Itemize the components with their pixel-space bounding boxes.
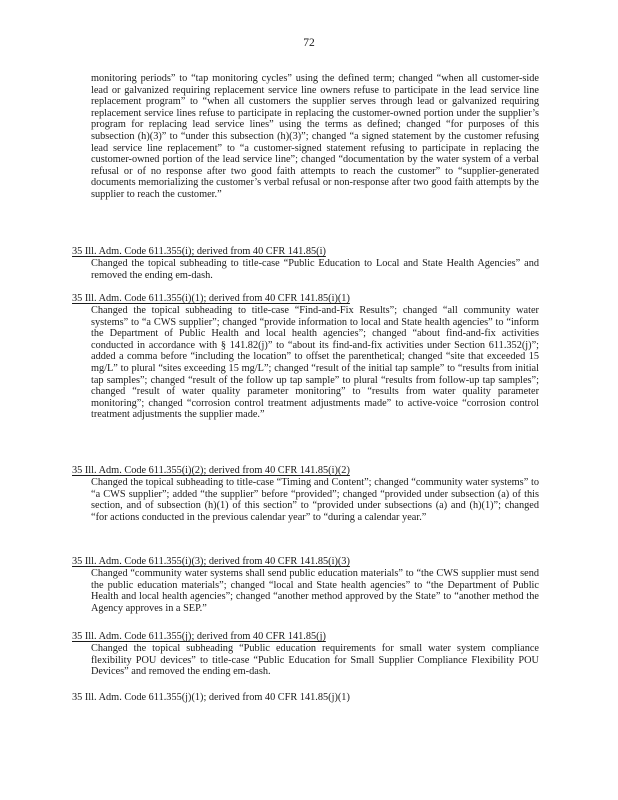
section-citation: 35 Ill. Adm. Code 611.355(i); derived from 40 CFR 141.85(i)	[72, 246, 326, 257]
intro-paragraph	[91, 73, 539, 201]
section-amendment-text: Changed “community water systems shall send public education materials” to “the CWS supplier must send the public education materials”; changed “local and State health agencies” to “the Department of Public Health and local health agencies”; changed “another method approved by the State” to “another method the Agency approves in a SEP.”	[91, 568, 539, 614]
section-3	[72, 465, 542, 523]
section-citation: 35 Ill. Adm. Code 611.355(i)(3); derived from 40 CFR 141.85(i)(3)	[72, 556, 350, 567]
page-number: 72	[303, 37, 315, 49]
section-citation: 35 Ill. Adm. Code 611.355(i)(1); derived from 40 CFR 141.85(i)(1)	[72, 293, 350, 304]
section-amendment-text: Changed the topical subheading to title-case “Find-and-Fix Results”; changed “all community water systems” to “a CWS supplier”; changed “provide information to local and State health agencies” to “inform the Department of Public Health and local health agencies”; changed “about find-and-fix activities conducted in accordance with § 141.82(j)” to “about its find-and-fix activities under Section 611.352(j)”; added a comma before “including the location” to offset the parenthetical; changed “site that exceeded 15 mg/L” to plural “sites exceeding 15 mg/L”; changed “result of the initial tap sample” to “results from initial tap samples”; changed “result of the follow up tap sample” to plural “results from follow-up tap samples”; changed “result of water quality parameter monitoring” to “results from water quality parameter monitoring”; changed “corrosion control treatment adjustments made” to active-voice “corrosion control treatment adjustments the supplier made.”	[91, 305, 539, 421]
intro-text: monitoring periods” to “tap monitoring cycles” using the defined term; changed “when all customer-side lead or galvanized requiring replacement service line owners refuse to participate in the lead service line replacement program” to “when all customers the supplier serves through lead or galvanized requiring replacement service lines refuse to participate in replacing the customer-owned portion under the supplier’s program for replacing lead service lines” using the terms as defined; changed “for purposes of this subsection (h)(3)” to “under this subsection (h)(3)”; changed “a signed statement by the customer refusing lead service line replacement” to “a customer-signed statement refusing to participate in replacing the customer-owned portion of the lead service line”; changed “documentation by the water system of a verbal refusal or of no response after two good faith attempts to reach the customer” to “supplier-generated documents memorializing the customer’s verbal refusal or non-response after two good faith attempts by the supplier to reach the customer.”	[91, 73, 539, 200]
section-4	[72, 556, 542, 614]
section-citation: 35 Ill. Adm. Code 611.355(i)(2); derived from 40 CFR 141.85(i)(2)	[72, 465, 350, 476]
section-1	[72, 246, 542, 281]
section-amendment-text: Changed the topical subheading to title-case “Public Education to Local and State Health Agencies” and removed the ending em-dash.	[91, 258, 539, 281]
section-amendment-text: Changed the topical subheading to title-case “Timing and Content”; changed “community water systems” to “a CWS supplier”; added “the supplier” before “provided”; changed “provided under subsection (a) of this section, and of subsection (h)(1) of this section” to “provided under subsections (a) and (h)(1)”; changed “for actions conducted in the previous calendar year” to “during a calendar year.”	[91, 477, 539, 523]
section-5	[72, 631, 542, 678]
section-citation: 35 Ill. Adm. Code 611.355(j); derived from 40 CFR 141.85(j)	[72, 631, 326, 642]
section-amendment-text: Changed the topical subheading “Public education requirements for small water system compliance flexibility POU devices” to title-case “Public Education for Small Supplier Compliance Flexibility POU Devices” and removed the ending em-dash.	[91, 643, 539, 678]
section-citation: 35 Ill. Adm. Code 611.355(j)(1); derived from 40 CFR 141.85(j)(1)	[72, 692, 350, 703]
section-6	[72, 692, 542, 704]
section-2	[72, 293, 542, 421]
